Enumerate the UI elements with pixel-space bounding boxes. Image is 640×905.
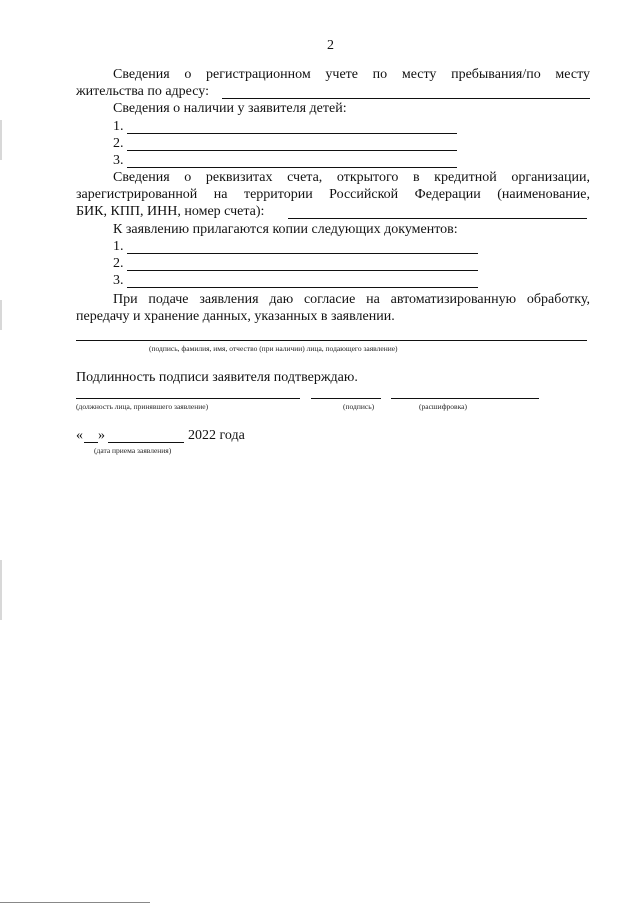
child-item-2-number: 2. [113, 136, 124, 151]
child-item-3-field[interactable] [127, 167, 457, 168]
date-close-quote: » [98, 428, 105, 443]
child-item-1-field[interactable] [127, 133, 457, 134]
footnote-separator [0, 902, 150, 903]
date-month-field[interactable] [108, 442, 184, 443]
consent-line-2: передачу и хранение данных, указанных в заявлении. [76, 309, 395, 324]
account-line-1: Сведения о реквизитах счета, открытого в кредитной организации, [113, 170, 590, 185]
document-item-1-number: 1. [113, 239, 124, 254]
registration-line-1: Сведения о регистрационном учете по месту пребывания/по месту [113, 67, 590, 82]
consent-line-1: При подаче заявления даю согласие на автоматизированную обработку, [113, 292, 590, 307]
account-line-3: БИК, КПП, ИНН, номер счета): [76, 204, 265, 219]
date-day-field[interactable] [84, 442, 98, 443]
decoding-caption: (расшифровка) [419, 402, 467, 411]
position-field[interactable] [76, 398, 300, 399]
document-item-2-number: 2. [113, 256, 124, 271]
address-field[interactable] [222, 98, 590, 99]
position-caption: (должность лица, принявшего заявление) [76, 402, 209, 411]
applicant-signature-field[interactable] [76, 340, 587, 341]
page-number: 2 [327, 38, 334, 53]
document-item-2-field[interactable] [127, 270, 478, 271]
signature-caption: (подпись) [343, 402, 375, 411]
account-line-2: зарегистрированной на территории Российской Федерации (наименование, [76, 187, 590, 202]
child-item-3-number: 3. [113, 153, 124, 168]
account-details-field[interactable] [288, 218, 587, 219]
scan-edge-mark [0, 560, 2, 620]
date-caption: (дата приема заявления) [94, 446, 172, 455]
document-item-3-number: 3. [113, 273, 124, 288]
child-item-2-field[interactable] [127, 150, 457, 151]
decoding-field[interactable] [391, 398, 539, 399]
children-heading: Сведения о наличии у заявителя детей: [113, 101, 347, 116]
document-item-1-field[interactable] [127, 253, 478, 254]
scan-edge-mark [0, 120, 2, 160]
date-open-quote: « [76, 428, 83, 443]
date-year-text: 2022 года [188, 428, 245, 443]
signature-field[interactable] [311, 398, 381, 399]
document-item-3-field[interactable] [127, 287, 478, 288]
registration-line-2: жительства по адресу: [76, 84, 209, 99]
signature-confirmation-text: Подлинность подписи заявителя подтверждаю. [76, 370, 358, 385]
documents-heading: К заявлению прилагаются копии следующих документов: [113, 222, 458, 237]
applicant-signature-caption: (подпись, фамилия, имя, отчество (при наличии) лица, подающего заявление) [149, 344, 398, 353]
scan-edge-mark [0, 300, 2, 330]
child-item-1-number: 1. [113, 119, 124, 134]
